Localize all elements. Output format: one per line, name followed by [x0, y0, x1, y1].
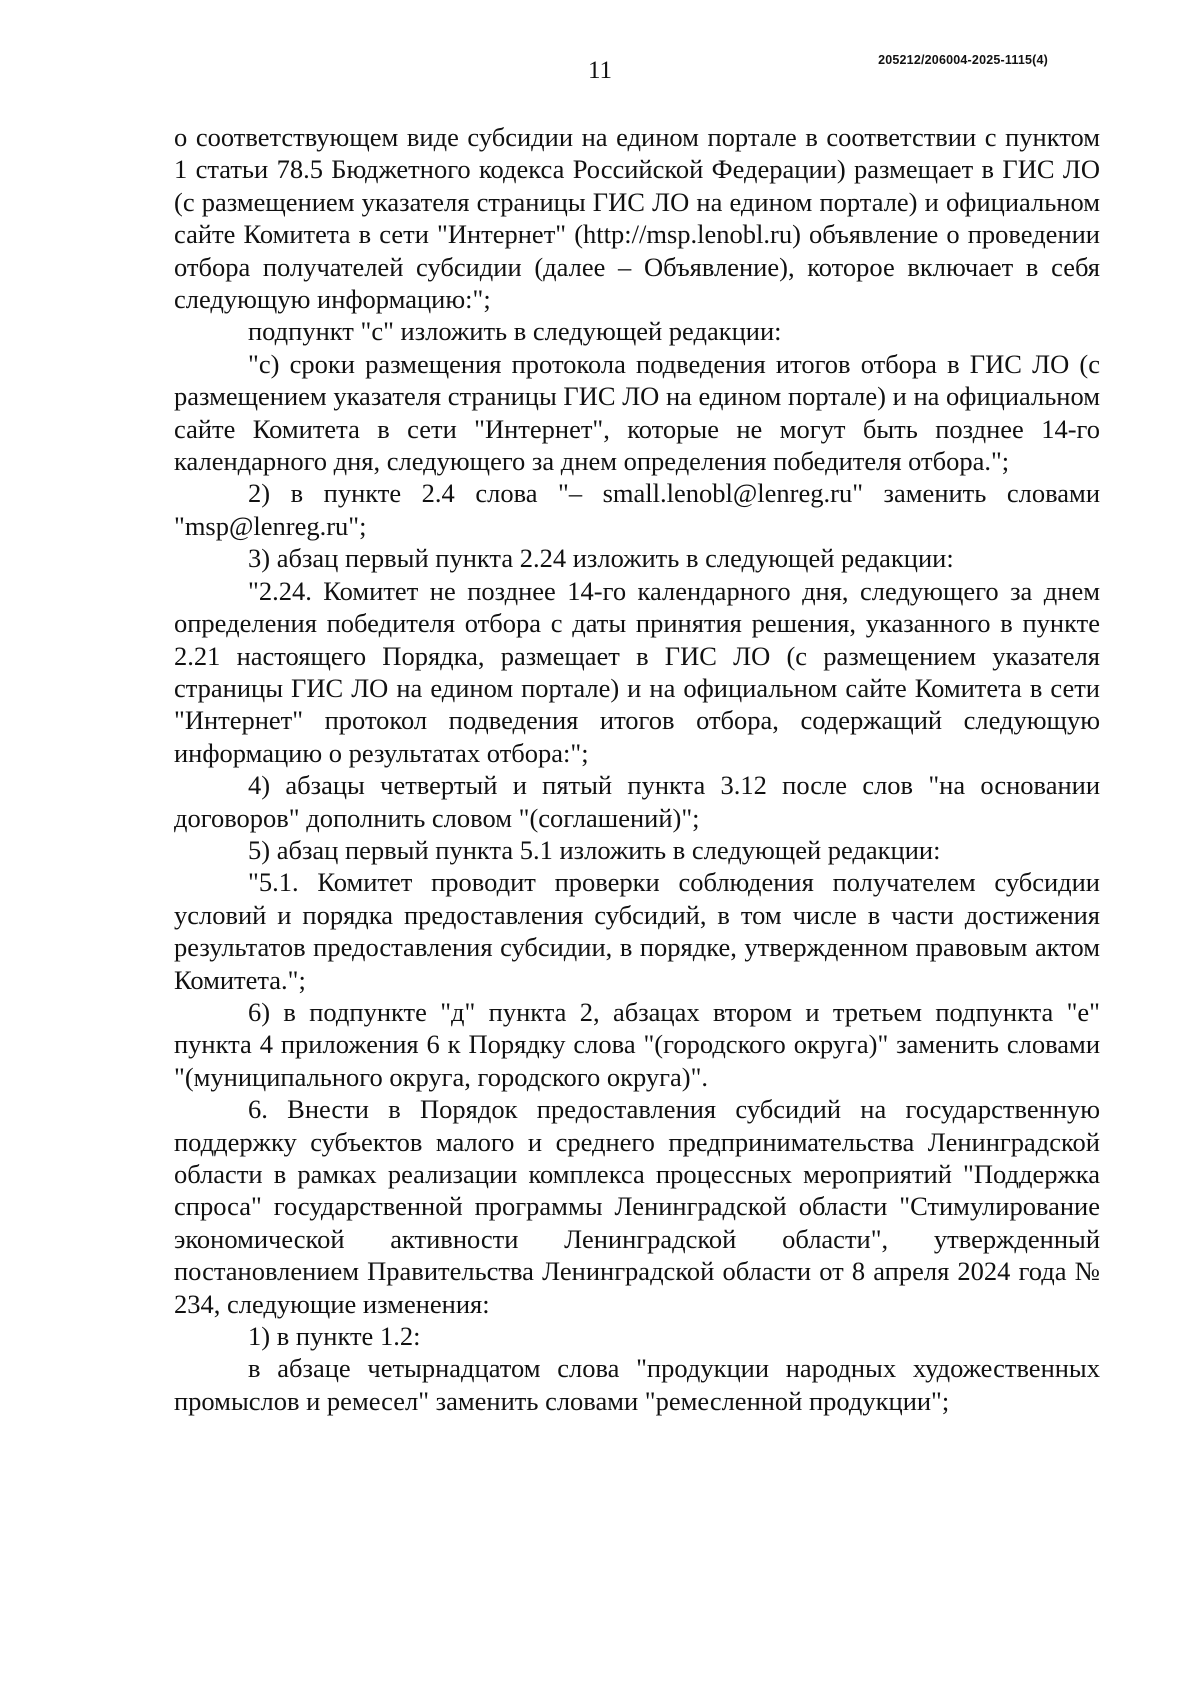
paragraph-section-6: 6. Внести в Порядок предоставления субсидий на государственную поддержку субъектов малого и среднего предпринимательства Ленинградской области в рамках реализации комплекса процессных мероприятий "Поддержка спроса" государственной программы Ленинградской области "Стимулирование экономической активности Ленинградской области", утвержденный постановлением Правительства Ленинградской области от 8 апреля 2024 года № 234, следующие изменения:: [174, 1094, 1100, 1319]
paragraph-item-2-24-text: "2.24. Комитет не позднее 14-го календарного дня, следующего за днем определения победителя отбора с даты принятия решения, указанного в пункте 2.21 настоящего Порядка, размещает в ГИС ЛО (с размещением указателя страницы ГИС ЛО на едином портале) и на официальном сайте Комитета в сети "Интернет" протокол подведения итогов отбора, содержащий следующую информацию о результатах отбора:";: [174, 575, 1100, 768]
paragraph-item-5-1-text: "5.1. Комитет проводит проверки соблюдения получателем субсидии условий и порядка предоставления субсидий, в том числе в части достижения результатов предоставления субсидии, в порядке, утвержденном правовым актом Комитета.";: [174, 867, 1100, 995]
paragraph-continuation: о соответствующем виде субсидии на едином портале в соответствии с пунктом 1 статьи 78.5 Бюджетного кодекса Российской Федерации) размещает в ГИС ЛО (с размещением указателя страницы ГИС ЛО на едином портале) и официальном сайте Комитета в сети "Интернет" (http://msp.lenobl.ru) объявление о проведении отбора получателей субсидии (далее – Объявление), которое включает в себя следующую информацию:";: [174, 122, 1100, 315]
paragraph-section-6-item-1-text: в абзаце четырнадцатом слова "продукции народных художественных промыслов и ремесел" заменить словами "ремесленной продукции";: [174, 1353, 1100, 1416]
paragraph-item-5: 5) абзац первый пункта 5.1 изложить в следующей редакции:: [248, 834, 941, 865]
paragraph-item-6: 6) в подпункте "д" пункта 2, абзацах втором и третьем подпункта "е" пункта 4 приложения 6 к Порядку слова "(городского округа)" заменить словами "(муниципального округа, городского округа)".: [174, 996, 1100, 1092]
paragraph-item-2: 2) в пункте 2.4 слова "– small.lenobl@lenreg.ru" заменить словами "msp@lenreg.ru";: [174, 478, 1100, 541]
paragraph-subitem-c-text: "с) сроки размещения протокола подведения итогов отбора в ГИС ЛО (с размещением указателя страницы ГИС ЛО на едином портале) и на официальном сайте Комитета в сети "Интернет", которые не могут быть позднее 14-го календарного дня, следующего за днем определения победителя отбора.";: [174, 348, 1100, 477]
paragraph-section-6-item-1: 1) в пункте 1.2:: [248, 1321, 421, 1352]
document-code: 205212/206004-2025-1115(4): [878, 53, 1048, 67]
paragraph-item-3: 3) абзац первый пункта 2.24 изложить в следующей редакции:: [248, 543, 954, 574]
paragraph-item-4: 4) абзацы четвертый и пятый пункта 3.12 после слов "на основании договоров" дополнить словом "(соглашений)";: [174, 770, 1100, 833]
paragraph-subitem-c-intro: подпункт "с" изложить в следующей редакции:: [248, 316, 782, 347]
page-number: 11: [587, 57, 613, 84]
document-body: [174, 121, 1100, 1417]
